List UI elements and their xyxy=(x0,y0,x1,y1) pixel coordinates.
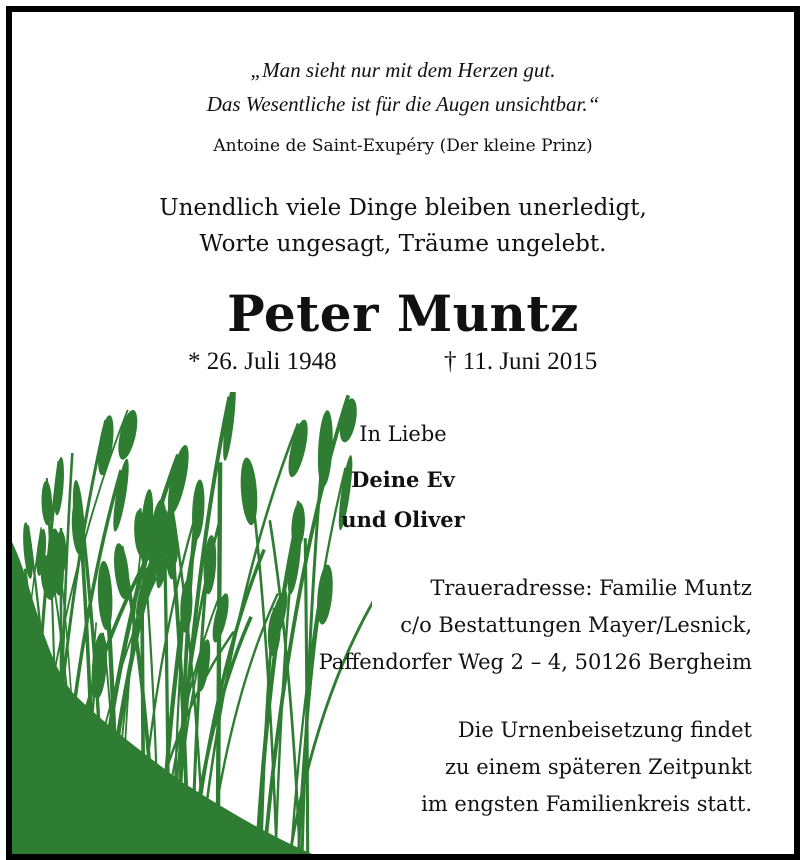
family-line-1: Deine Ev xyxy=(351,467,455,492)
lead-line-1: Unendlich viele Dinge bleiben unerledigt, xyxy=(159,195,647,221)
address-block xyxy=(319,570,752,681)
address-line-2: c/o Bestattungen Mayer/Lesnick, xyxy=(400,613,752,637)
family-line-2: und Oliver xyxy=(341,507,465,532)
quote-author: Antoine de Saint-Exupéry (Der kleine Prinz) xyxy=(213,136,593,156)
birth-date: * 26. Juli 1948 xyxy=(188,348,337,375)
quote-line-2: Das Wesentliche ist für die Augen unsichtbar.“ xyxy=(206,92,600,116)
deceased-name: Peter Muntz xyxy=(227,284,579,343)
obituary-card xyxy=(6,6,800,860)
death-date: † 11. Juni 2015 xyxy=(444,348,598,375)
burial-notice xyxy=(421,712,752,823)
notice-line-3: im engsten Familienkreis statt. xyxy=(421,792,752,816)
address-line-1: Traueradresse: Familie Muntz xyxy=(430,576,752,600)
notice-line-2: zu einem späteren Zeitpunkt xyxy=(444,755,752,779)
notice-line-1: Die Urnenbeisetzung findet xyxy=(457,718,752,742)
quote-line-1: „Man sieht nur mit dem Herzen gut. xyxy=(250,58,556,82)
in-love-text: In Liebe xyxy=(359,422,447,446)
lead-line-2: Worte ungesagt, Träume ungelebt. xyxy=(199,231,607,257)
address-line-3: Paffendorfer Weg 2 – 4, 50126 Bergheim xyxy=(318,650,752,674)
